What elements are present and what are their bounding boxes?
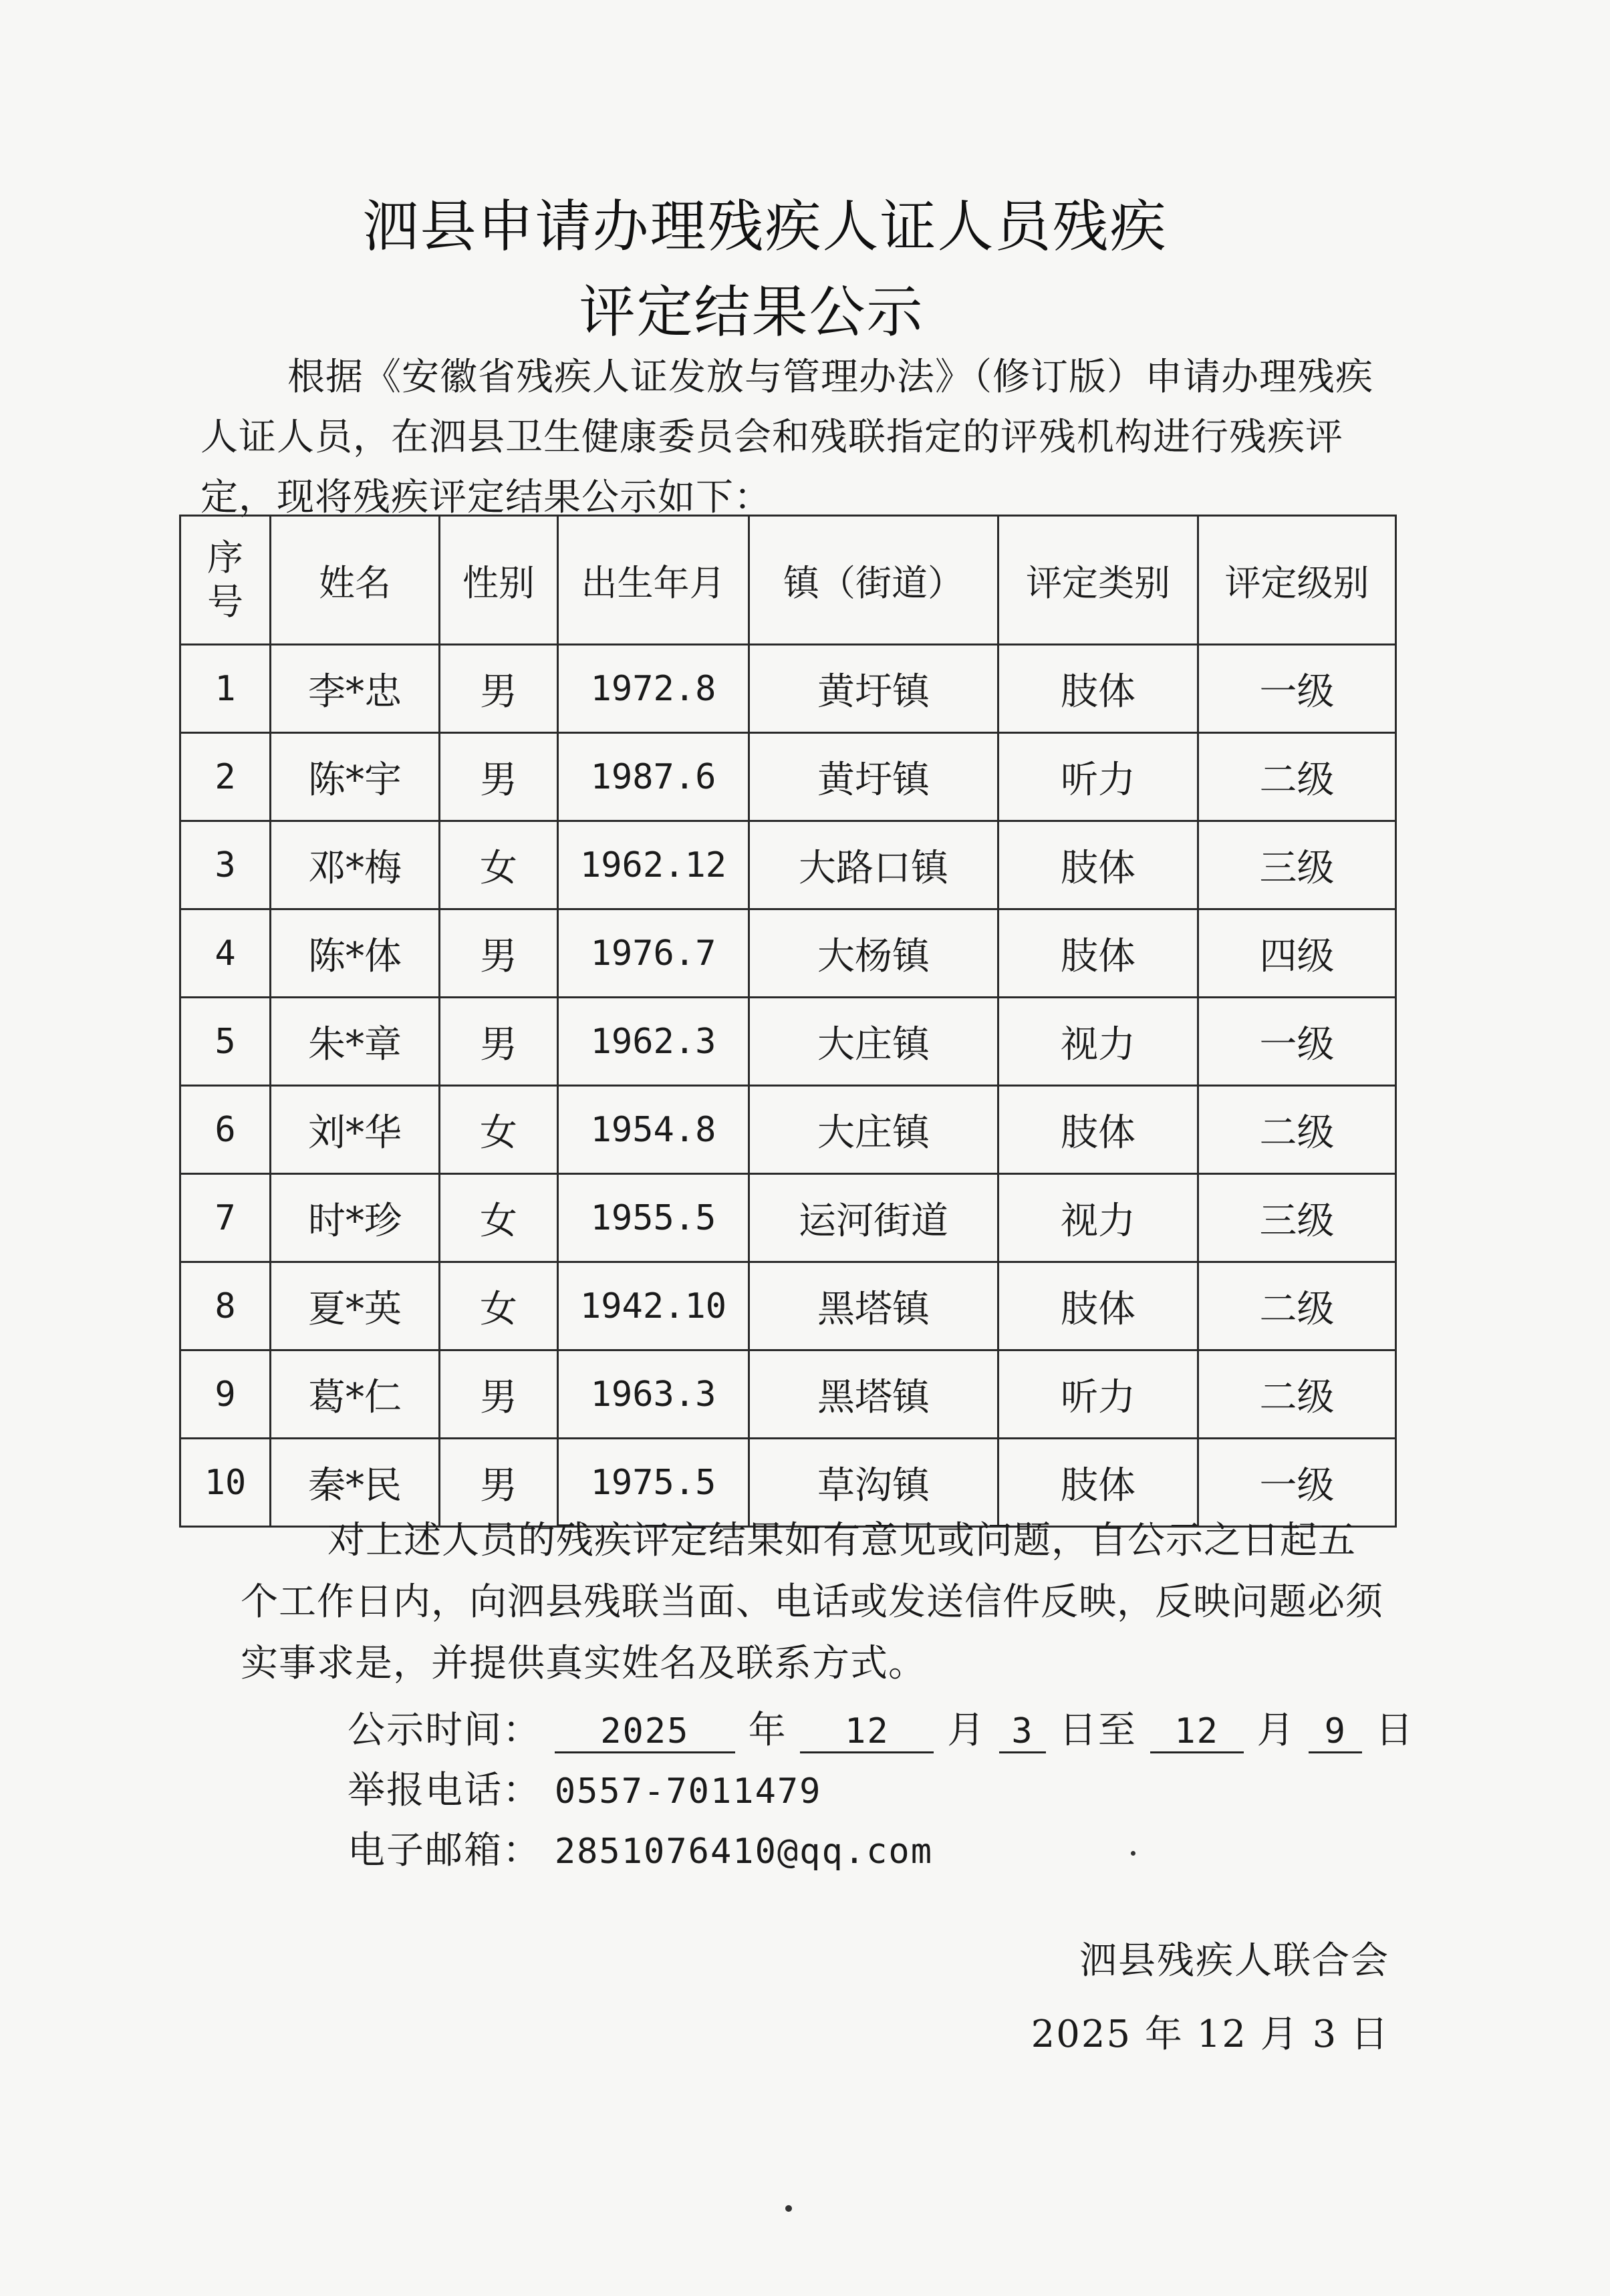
scan-speck (1131, 1851, 1135, 1856)
header-no-line1: 序 (207, 537, 243, 579)
cell-no: 6 (180, 1086, 271, 1174)
notice-period-line (348, 1701, 1414, 1754)
cell-no: 9 (180, 1350, 271, 1439)
cell-town: 大路口镇 (749, 821, 998, 909)
header-level: 评定级别 (1198, 516, 1396, 645)
email-label: 电子邮箱： (348, 1829, 541, 1872)
cell-sex: 女 (440, 821, 558, 909)
document-title-line2: 评定结果公示 (579, 279, 924, 345)
cell-level: 三级 (1198, 821, 1396, 909)
header-birth: 出生年月 (558, 516, 749, 645)
cell-birth: 1972.8 (558, 645, 749, 733)
cell-name: 朱*章 (271, 998, 440, 1086)
cell-birth: 1987.6 (558, 733, 749, 821)
hotline-number: 0557-7011479 (554, 1771, 822, 1812)
notice-end-month: 12 (1150, 1711, 1244, 1753)
table-row (180, 1174, 1396, 1262)
cell-name: 陈*宇 (271, 733, 440, 821)
cell-name: 葛*仁 (271, 1350, 440, 1439)
cell-level: 四级 (1198, 909, 1396, 998)
cell-type: 肢体 (998, 909, 1198, 998)
notice-start-year: 2025 (555, 1711, 735, 1753)
cell-no: 10 (180, 1439, 271, 1527)
notice-period-label: 公示时间： (348, 1709, 541, 1752)
cell-type: 肢体 (998, 1086, 1198, 1174)
cell-name: 时*珍 (271, 1174, 440, 1262)
notice-month-unit: 月 (947, 1709, 986, 1752)
cell-sex: 男 (440, 998, 558, 1086)
cell-sex: 男 (440, 1439, 558, 1527)
closing-paragraph: 对上述人员的残疾评定结果如有意见或问题，自公示之日起五个工作日内，向泗县残联当面、电话或发送信件反映，反映问题必须实事求是，并提供真实姓名及联系方式。 (241, 1519, 1383, 1685)
table-row (180, 821, 1396, 909)
notice-start-day: 3 (999, 1711, 1046, 1753)
cell-type: 肢体 (998, 1262, 1198, 1350)
table-row (180, 1350, 1396, 1439)
scan-speck (785, 2205, 792, 2212)
table-row (180, 645, 1396, 733)
cell-no: 7 (180, 1174, 271, 1262)
cell-sex: 男 (440, 909, 558, 998)
cell-birth: 1962.3 (558, 998, 749, 1086)
cell-town: 大庄镇 (749, 1086, 998, 1174)
header-name: 姓名 (271, 516, 440, 645)
cell-no: 1 (180, 645, 271, 733)
document-title-line1: 泗县申请办理残疾人证人员残疾 (362, 194, 1168, 259)
cell-town: 黄圩镇 (749, 645, 998, 733)
issue-date: 2025 年 12 月 3 日 (1031, 2013, 1389, 2056)
header-no-line2: 号 (207, 581, 243, 623)
notice-year-unit: 年 (748, 1709, 787, 1752)
cell-level: 一级 (1198, 645, 1396, 733)
header-no (180, 516, 271, 645)
cell-town: 黑塔镇 (749, 1262, 998, 1350)
cell-sex: 男 (440, 733, 558, 821)
cell-town: 运河街道 (749, 1174, 998, 1262)
cell-town: 大庄镇 (749, 998, 998, 1086)
cell-level: 二级 (1198, 1262, 1396, 1350)
table-row (180, 998, 1396, 1086)
cell-name: 邓*梅 (271, 821, 440, 909)
email-address: 2851076410@qq.com (554, 1832, 934, 1872)
cell-level: 一级 (1198, 998, 1396, 1086)
bleed-through-shadow (1397, 334, 1597, 1871)
hotline-label: 举报电话： (348, 1769, 541, 1812)
header-sex: 性别 (440, 516, 558, 645)
notice-end-day-unit: 日 (1375, 1709, 1415, 1752)
cell-town: 草沟镇 (749, 1439, 998, 1527)
cell-birth: 1975.5 (558, 1439, 749, 1527)
cell-type: 肢体 (998, 821, 1198, 909)
cell-type: 肢体 (998, 1439, 1198, 1527)
cell-level: 一级 (1198, 1439, 1396, 1527)
cell-no: 4 (180, 909, 271, 998)
cell-town: 黄圩镇 (749, 733, 998, 821)
results-table (179, 515, 1397, 1528)
cell-sex: 女 (440, 1262, 558, 1350)
cell-sex: 男 (440, 1350, 558, 1439)
cell-birth: 1954.8 (558, 1086, 749, 1174)
hotline-line (348, 1761, 822, 1814)
cell-birth: 1962.12 (558, 821, 749, 909)
cell-name: 刘*华 (271, 1086, 440, 1174)
cell-type: 视力 (998, 1174, 1198, 1262)
header-type: 评定类别 (998, 516, 1198, 645)
cell-level: 二级 (1198, 733, 1396, 821)
header-town: 镇（街道） (749, 516, 998, 645)
cell-birth: 1976.7 (558, 909, 749, 998)
table-row (180, 1086, 1396, 1174)
email-line (348, 1821, 933, 1874)
cell-type: 听力 (998, 733, 1198, 821)
cell-type: 肢体 (998, 645, 1198, 733)
notice-end-day: 9 (1309, 1711, 1362, 1753)
cell-type: 听力 (998, 1350, 1198, 1439)
cell-birth: 1955.5 (558, 1174, 749, 1262)
cell-name: 秦*民 (271, 1439, 440, 1527)
notice-end-month-unit: 月 (1256, 1709, 1296, 1752)
cell-type: 视力 (998, 998, 1198, 1086)
cell-level: 二级 (1198, 1350, 1396, 1439)
table-row (180, 909, 1396, 998)
cell-town: 大杨镇 (749, 909, 998, 998)
cell-sex: 男 (440, 645, 558, 733)
cell-name: 李*忠 (271, 645, 440, 733)
cell-level: 三级 (1198, 1174, 1396, 1262)
notice-day-to: 日至 (1059, 1709, 1137, 1752)
table-row (180, 733, 1396, 821)
cell-birth: 1942.10 (558, 1262, 749, 1350)
cell-no: 8 (180, 1262, 271, 1350)
table-row (180, 1262, 1396, 1350)
intro-paragraph: 根据《安徽省残疾人证发放与管理办法》（修订版）申请办理残疾人证人员，在泗县卫生健康委员会和残联指定的评残机构进行残疾评定，现将残疾评定结果公示如下： (200, 355, 1373, 519)
cell-name: 陈*体 (271, 909, 440, 998)
cell-no: 3 (180, 821, 271, 909)
issuer-organization: 泗县残疾人联合会 (1079, 1939, 1389, 1983)
table-header-row (180, 516, 1396, 645)
cell-no: 5 (180, 998, 271, 1086)
cell-birth: 1963.3 (558, 1350, 749, 1439)
cell-town: 黑塔镇 (749, 1350, 998, 1439)
cell-sex: 女 (440, 1174, 558, 1262)
notice-start-month: 12 (800, 1711, 934, 1753)
cell-sex: 女 (440, 1086, 558, 1174)
cell-name: 夏*英 (271, 1262, 440, 1350)
cell-level: 二级 (1198, 1086, 1396, 1174)
cell-no: 2 (180, 733, 271, 821)
